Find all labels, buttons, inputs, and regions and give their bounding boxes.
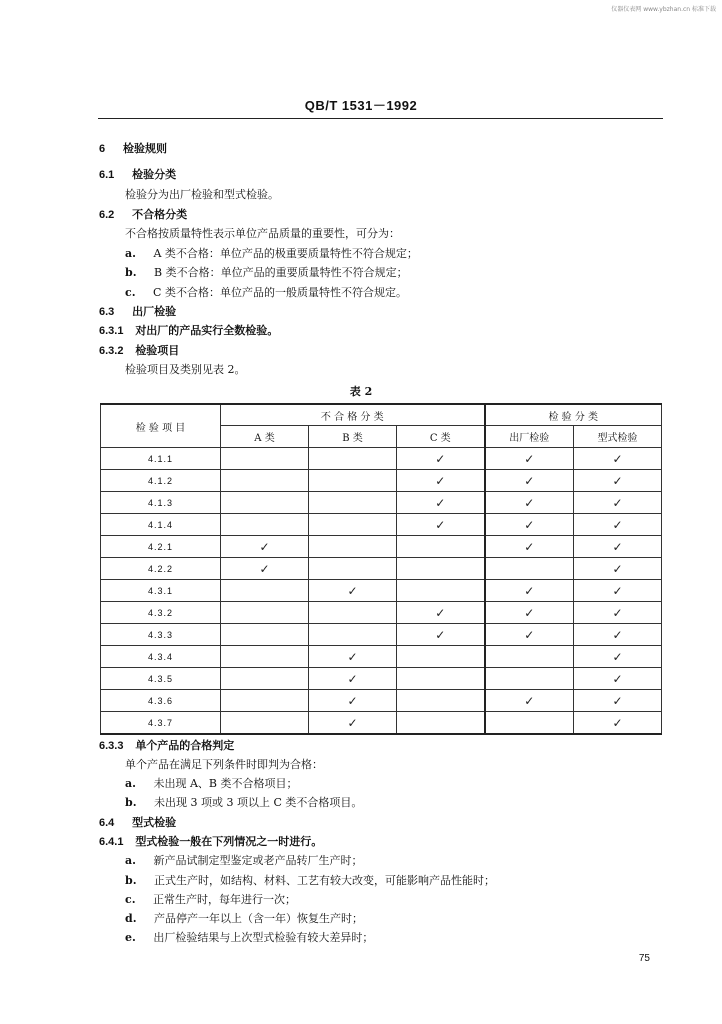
item-text: 正常生产时，每年进行一次； (153, 893, 297, 906)
cell-b (309, 558, 397, 580)
check-icon: ✓ (524, 473, 535, 488)
cell-item: 4.1.3 (101, 492, 221, 514)
cell-item: 4.2.2 (101, 558, 221, 580)
check-icon: ✓ (612, 693, 623, 708)
section-6-4-1-item (125, 912, 363, 926)
item-mark: c. (125, 893, 136, 906)
section-6-4-1-item (125, 893, 296, 907)
cell-factory (485, 470, 574, 492)
check-icon: ✓ (524, 605, 535, 620)
section-6-3-2-number: 6.3.2 (99, 345, 124, 357)
section-6-4-1-item (125, 854, 362, 868)
cell-item: 4.1.1 (101, 448, 221, 470)
cell-c (397, 602, 485, 624)
inspection-table (100, 403, 662, 735)
cell-item: 4.3.7 (101, 712, 221, 735)
cell-c (397, 624, 485, 646)
cell-b (309, 602, 397, 624)
section-6-2-item (125, 286, 407, 300)
header-inspection-item: 检 验 项 目 (101, 404, 221, 448)
cell-a (221, 580, 309, 602)
check-icon: ✓ (524, 627, 535, 642)
item-text: 产品停产一年以上（含一年）恢复生产时； (154, 912, 364, 925)
cell-factory (485, 712, 574, 735)
section-6-3-1-text: 对出厂的产品实行全数检验。 (135, 324, 279, 337)
section-6-4-heading (99, 816, 176, 830)
check-icon: ✓ (435, 517, 446, 532)
section-6-4-1-item (125, 874, 495, 888)
page-number: 75 (638, 953, 650, 964)
check-icon: ✓ (347, 693, 358, 708)
section-6-3-title: 出厂检验 (132, 305, 177, 318)
cell-type (574, 668, 662, 690)
section-6-1-title: 检验分类 (132, 168, 177, 181)
item-mark: e. (125, 931, 136, 944)
cell-factory (485, 448, 574, 470)
check-icon: ✓ (524, 495, 535, 510)
cell-item: 4.1.4 (101, 514, 221, 536)
section-6-2-number: 6.2 (99, 209, 115, 221)
cell-c (397, 470, 485, 492)
table-row (101, 690, 662, 712)
table-row (101, 558, 662, 580)
table-caption: 表 2 (349, 385, 373, 398)
section-6-3-3-item (125, 777, 298, 791)
item-text: 新产品试制定型鉴定或老产品转厂生产时； (153, 854, 363, 867)
cell-type (574, 646, 662, 668)
item-mark: a. (125, 854, 136, 867)
check-icon: ✓ (612, 561, 623, 576)
section-6-3-3-body: 单个产品在满足下列条件时即判为合格： (125, 758, 323, 771)
cell-factory (485, 668, 574, 690)
cell-type (574, 624, 662, 646)
cell-a (221, 646, 309, 668)
cell-type (574, 536, 662, 558)
check-icon: ✓ (612, 451, 623, 466)
item-mark: b. (125, 874, 137, 887)
check-icon: ✓ (435, 451, 446, 466)
check-icon: ✓ (612, 517, 623, 532)
section-6-2-item (125, 247, 418, 261)
section-6-2-title: 不合格分类 (132, 208, 188, 221)
cell-b (309, 690, 397, 712)
cell-a (221, 624, 309, 646)
cell-a (221, 690, 309, 712)
cell-b (309, 668, 397, 690)
check-icon: ✓ (612, 539, 623, 554)
check-icon: ✓ (435, 627, 446, 642)
watermark: 仪器仪表网 www.ybzhan.cn 标准下载 (611, 6, 716, 13)
cell-c (397, 668, 485, 690)
section-6-1-heading (99, 168, 176, 182)
cell-type (574, 470, 662, 492)
table-row (101, 668, 662, 690)
cell-item: 4.3.5 (101, 668, 221, 690)
check-icon: ✓ (435, 605, 446, 620)
section-6-4-number: 6.4 (99, 817, 115, 829)
cell-type (574, 514, 662, 536)
cell-c (397, 646, 485, 668)
cell-c (397, 690, 485, 712)
cell-item: 4.3.6 (101, 690, 221, 712)
cell-b (309, 580, 397, 602)
table-row (101, 624, 662, 646)
header-factory-inspection: 出厂检验 (485, 426, 574, 448)
check-icon: ✓ (435, 473, 446, 488)
item-mark: d. (125, 912, 137, 925)
cell-factory (485, 624, 574, 646)
cell-b (309, 712, 397, 735)
item-text: 未出现 A、B 类不合格项目； (153, 777, 298, 790)
table-row (101, 492, 662, 514)
item-mark: a. (125, 247, 136, 260)
cell-factory (485, 492, 574, 514)
section-6-3-3-heading (99, 739, 234, 753)
cell-a (221, 712, 309, 735)
cell-type (574, 712, 662, 735)
table-row (101, 712, 662, 735)
cell-item: 4.3.4 (101, 646, 221, 668)
section-6-4-1-text: 型式检验一般在下列情况之一时进行。 (135, 835, 323, 848)
item-text: 出厂检验结果与上次型式检验有较大差异时； (153, 931, 374, 944)
section-6-3-3-title: 单个产品的合格判定 (135, 739, 235, 752)
cell-c (397, 558, 485, 580)
item-text: A 类不合格：单位产品的极重要质量特性不符合规定； (153, 247, 418, 260)
header-rule (98, 118, 663, 119)
cell-a (221, 668, 309, 690)
cell-c (397, 492, 485, 514)
cell-b (309, 624, 397, 646)
section-6-4-1-item (125, 931, 373, 945)
header-nonconformity-class: 不 合 格 分 类 (221, 404, 485, 426)
cell-factory (485, 602, 574, 624)
cell-c (397, 536, 485, 558)
cell-type (574, 602, 662, 624)
item-mark: b. (125, 796, 137, 809)
header-class-c: C 类 (397, 426, 485, 448)
check-icon: ✓ (612, 583, 623, 598)
section-6-3-1 (99, 324, 278, 338)
section-6-4-title: 型式检验 (132, 816, 177, 829)
check-icon: ✓ (524, 539, 535, 554)
table-row (101, 602, 662, 624)
cell-type (574, 558, 662, 580)
check-icon: ✓ (612, 671, 623, 686)
check-icon: ✓ (612, 605, 623, 620)
header-inspection-class: 检 验 分 类 (485, 404, 662, 426)
section-6-2-heading (99, 208, 187, 222)
cell-a (221, 470, 309, 492)
section-6-1-number: 6.1 (99, 169, 115, 181)
standard-number: QB/T 1531－1992 (304, 98, 418, 113)
cell-factory (485, 690, 574, 712)
item-mark: c. (125, 286, 136, 299)
cell-type (574, 690, 662, 712)
section-6-2-item (125, 266, 408, 280)
section-6-heading (99, 142, 167, 156)
cell-c (397, 712, 485, 735)
check-icon: ✓ (347, 671, 358, 686)
section-6-title: 检验规则 (122, 142, 167, 155)
section-6-3-1-number: 6.3.1 (99, 325, 124, 337)
item-text: B 类不合格：单位产品的重要质量特性不符合规定； (154, 266, 408, 279)
cell-item: 4.2.1 (101, 536, 221, 558)
cell-a (221, 558, 309, 580)
table-row (101, 448, 662, 470)
cell-b (309, 492, 397, 514)
table-row (101, 580, 662, 602)
table-row (101, 646, 662, 668)
section-6-4-1-number: 6.4.1 (99, 836, 124, 848)
table-row (101, 536, 662, 558)
check-icon: ✓ (524, 693, 535, 708)
item-text: C 类不合格：单位产品的一般质量特性不符合规定。 (153, 286, 407, 299)
cell-a (221, 602, 309, 624)
cell-c (397, 580, 485, 602)
section-6-3-3-item (125, 796, 362, 810)
cell-a (221, 536, 309, 558)
section-6-2-body: 不合格按质量特性表示单位产品质量的重要性，可分为： (125, 227, 400, 240)
cell-b (309, 646, 397, 668)
header-type-inspection: 型式检验 (574, 426, 662, 448)
check-icon: ✓ (347, 715, 358, 730)
cell-item: 4.1.2 (101, 470, 221, 492)
cell-factory (485, 646, 574, 668)
cell-factory (485, 536, 574, 558)
check-icon: ✓ (259, 539, 270, 554)
section-6-3-heading (99, 305, 176, 319)
table-body (101, 448, 662, 735)
check-icon: ✓ (435, 495, 446, 510)
check-icon: ✓ (612, 627, 623, 642)
cell-factory (485, 558, 574, 580)
cell-item: 4.3.1 (101, 580, 221, 602)
check-icon: ✓ (612, 715, 623, 730)
section-6-4-1 (99, 835, 322, 849)
cell-a (221, 448, 309, 470)
cell-type (574, 492, 662, 514)
header-class-b: B 类 (309, 426, 397, 448)
check-icon: ✓ (612, 473, 623, 488)
cell-c (397, 514, 485, 536)
cell-a (221, 492, 309, 514)
cell-type (574, 580, 662, 602)
cell-factory (485, 580, 574, 602)
cell-b (309, 536, 397, 558)
check-icon: ✓ (259, 561, 270, 576)
item-mark: a. (125, 777, 136, 790)
item-text: 未出现 3 项或 3 项以上 C 类不合格项目。 (154, 796, 363, 809)
check-icon: ✓ (612, 649, 623, 664)
check-icon: ✓ (524, 517, 535, 532)
cell-factory (485, 514, 574, 536)
check-icon: ✓ (347, 583, 358, 598)
table-row (101, 470, 662, 492)
section-6-3-2-heading (99, 344, 179, 358)
cell-b (309, 470, 397, 492)
item-mark: b. (125, 266, 137, 279)
cell-item: 4.3.3 (101, 624, 221, 646)
section-6-3-2-title: 检验项目 (135, 344, 180, 357)
cell-type (574, 448, 662, 470)
section-6-3-3-number: 6.3.3 (99, 740, 124, 752)
cell-c (397, 448, 485, 470)
section-6-number: 6 (99, 143, 106, 155)
table-row (101, 514, 662, 536)
header-class-a: A 类 (221, 426, 309, 448)
section-6-3-2-body: 检验项目及类别见表 2。 (125, 363, 246, 376)
check-icon: ✓ (524, 583, 535, 598)
section-6-1-body: 检验分为出厂检验和型式检验。 (125, 188, 279, 201)
cell-a (221, 514, 309, 536)
check-icon: ✓ (524, 451, 535, 466)
cell-item: 4.3.2 (101, 602, 221, 624)
cell-b (309, 514, 397, 536)
item-text: 正式生产时，如结构、材料、工艺有较大改变，可能影响产品性能时； (154, 874, 496, 887)
section-6-3-number: 6.3 (99, 306, 115, 318)
cell-b (309, 448, 397, 470)
check-icon: ✓ (612, 495, 623, 510)
check-icon: ✓ (347, 649, 358, 664)
